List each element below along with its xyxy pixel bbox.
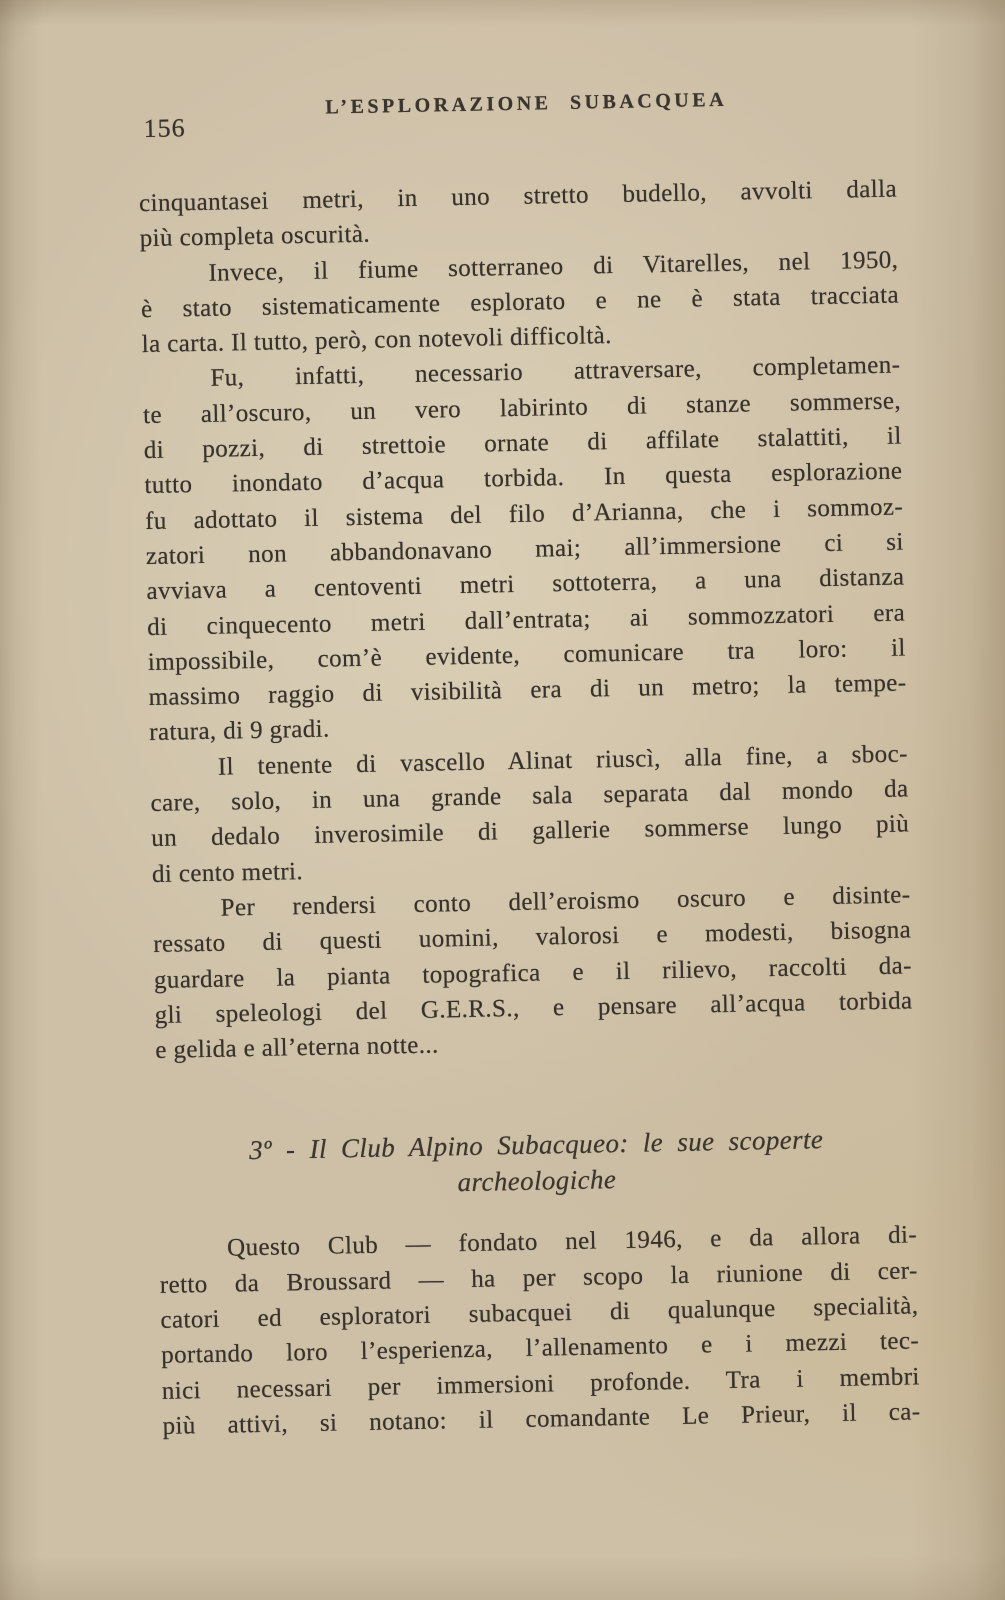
text-line: di cento metri. [151,857,304,888]
text-line: gli speleologi del G.E.R.S., e pensare all’acqua torbida [154,987,913,1029]
section-heading-line: 3º - Il Club Alpino Subacqueo: le sue scoperte [248,1124,824,1166]
text-line: tutto inondato d’acqua torbida. In questa esplorazione [144,457,903,500]
text-line: cinquantasei metri, in uno stretto budello, avvolti dalla [138,175,898,218]
page-header [137,86,895,144]
text-line: portando loro l’esperienza, l’allenamento e i mezzi tec- [160,1327,920,1370]
paragraph [150,736,911,892]
text-line: te all’oscuro, un vero labirinto di stanze sommerse, [142,387,902,429]
text-line: catori ed esploratori subacquei di qualunque specialità, [160,1292,919,1334]
paragraph [159,1218,921,1444]
paragraph [140,242,900,362]
page-corner-crease [0,0,90,90]
text-line: ratura, di 9 gradi. [148,715,330,747]
text-line: Il tenente di vascello Alinat riuscì, alla fine, a sboc- [217,740,909,781]
text-line: impossibile, com’è evidente, comunicare tra loro: il [147,634,907,676]
text-line: avviava a centoventi metri sottoterra, a una distanza [146,563,905,606]
text-line: un dedalo inverosimile di gallerie sommerse lungo più [151,810,910,853]
body-text [139,172,921,1445]
text-line: più attivi, si notano: il comandante Le Prieur, il ca- [162,1398,921,1440]
text-line: la carta. Il tutto, però, con notevoli difficoltà. [141,322,613,359]
section-heading [157,1120,916,1207]
paragraph [152,877,913,1068]
section-heading-line: archeologiche [457,1164,617,1198]
text-line: fu adottato il sistema del filo d’Arianna, che i sommoz- [144,493,904,535]
text-line: guardare la pianta topografica e il rilievo, raccolti da- [153,951,913,994]
text-line: care, solo, in una grande sala separata dal mondo da [150,775,909,818]
text-line: Questo Club — fondato nel 1946, e da allora di- [226,1221,918,1263]
text-line: zatori non abbandonavano mai; all’immersione ci si [145,528,904,571]
running-title: L’ESPLORAZIONE SUBACQUEA [325,88,728,119]
text-line: è stato sistematicamente esplorato e ne è stata tracciata [140,281,900,323]
page-content [137,86,921,1445]
text-line: di pozzi, di strettoie ornate di affilate stalattiti, il [143,422,902,465]
text-line: Invece, il fiume sotterraneo di Vitarelles, nel 1950, [208,246,899,287]
text-line: nici necessari per immersioni profonde. Tra i membri [161,1362,921,1405]
text-line: Fu, infatti, necessario attraversare, completamen- [210,352,901,393]
text-line: di cinquecento metri dall’entrata; ai sommozzatori era [146,599,906,641]
text-line: ressato di questi uomini, valorosi e modesti, bisogna [153,916,912,959]
text-line: più completa oscurità. [139,220,371,253]
text-line: retto da Broussard — ha per scopo la riunione di cer- [159,1257,918,1299]
paragraph [142,348,907,751]
page-number: 156 [143,113,186,144]
text-line: Per rendersi conto dell’eroismo oscuro e disinte- [220,881,911,922]
text-line: massimo raggio di visibilità era di un metro; la tempe- [148,669,907,712]
text-line: e gelida e all’eterna notte... [155,1031,439,1065]
